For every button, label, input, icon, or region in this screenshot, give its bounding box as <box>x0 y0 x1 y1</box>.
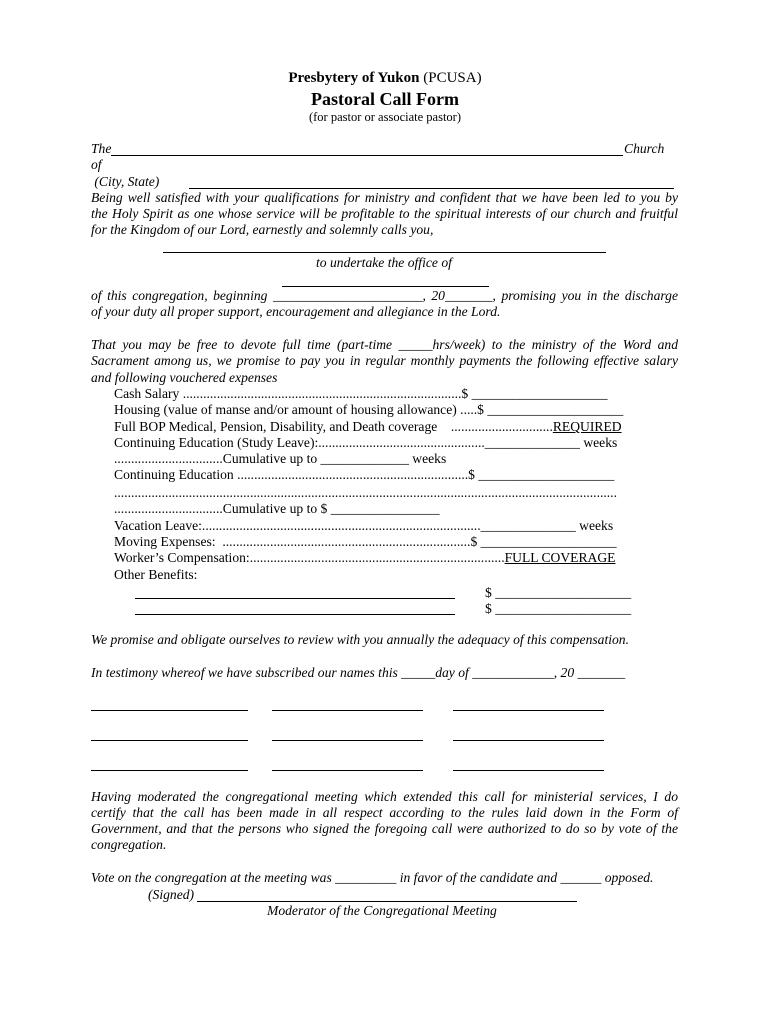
compensation-intro-line: Sacrament among us, we promise to pay you in regular monthly payments the following effective salary <box>91 353 678 368</box>
signature-line[interactable] <box>272 770 423 771</box>
bop-row <box>114 419 622 435</box>
city-state-label: (City, State) <box>91 174 160 189</box>
signature-line[interactable] <box>91 740 248 741</box>
office-line[interactable] <box>282 286 489 287</box>
bop-label: Full BOP Medical, Pension, Disability, and Death coverage .............................. <box>114 419 553 434</box>
beginning-line: of your duty all proper support, encouragement and allegiance in the Lord. <box>91 304 501 319</box>
signature-line[interactable] <box>453 740 604 741</box>
compensation-intro-line: That you may be free to devote full time (part-time _____hrs/week) to the ministry of the Word and <box>91 337 678 352</box>
other-benefit-amount[interactable]: $ ____________________ <box>485 585 632 600</box>
housing-row[interactable]: Housing (value of manse and/or amount of housing allowance) .....$ ____________________ <box>114 402 624 417</box>
bop-required-value: REQUIRED <box>552 419 622 434</box>
cash-salary-row[interactable]: Cash Salary ..................................................................................$ ____________________ <box>114 386 608 401</box>
moderator-signature-line[interactable] <box>197 901 577 902</box>
continuing-ed-leave-row[interactable]: Continuing Education (Study Leave):.................................................______________ weeks <box>114 435 618 450</box>
testimony-text: In testimony whereof we have subscribed our names this _____day of ____________, 20 _______ <box>91 665 626 680</box>
call-paragraph-line: Being well satisfied with your qualifications for ministry and confident that we have been led to you by <box>91 190 678 205</box>
presbytery-heading <box>0 70 770 87</box>
presbytery-name: Presbytery of Yukon <box>288 70 420 86</box>
presbytery-suffix: (PCUSA) <box>423 70 482 86</box>
the-label: The <box>91 141 112 156</box>
signature-line[interactable] <box>453 770 604 771</box>
church-name-line[interactable] <box>111 155 623 156</box>
cumulative-weeks-row[interactable]: ................................Cumulative up to _____________ weeks <box>114 451 447 466</box>
moderator-cert-line: certify that the call has been made in all respect according to the rules laid down in the Form of <box>91 805 678 820</box>
compensation-intro-line: and following vouchered expenses <box>91 370 278 385</box>
workers-comp-label: Worker’s Compensation:........................................................................... <box>114 550 505 565</box>
other-benefit-line[interactable] <box>135 598 455 599</box>
promise-text: We promise and obligate ourselves to review with you annually the adequacy of this compensation. <box>91 632 630 647</box>
other-benefits-label: Other Benefits: <box>114 567 198 582</box>
church-label: Church <box>624 141 665 156</box>
vacation-row[interactable]: Vacation Leave:..................................................................................______________ weeks <box>114 518 614 533</box>
workers-comp-row <box>114 550 615 566</box>
moving-expenses-row[interactable]: Moving Expenses: .........................................................................$ ____________________ <box>114 534 617 549</box>
moderator-cert-line: Having moderated the congregational meeting which extended this call for ministerial services, I do <box>91 789 678 804</box>
pastor-name-line[interactable] <box>163 252 606 253</box>
call-paragraph-line: for the Kingdom of our Lord, earnestly and solemnly calls you, <box>91 222 434 237</box>
cumulative-dollars-row[interactable]: ................................Cumulative up to $ ________________ <box>114 501 440 516</box>
signature-line[interactable] <box>453 710 604 711</box>
form-subtitle: (for pastor or associate pastor) <box>308 110 462 124</box>
signature-line[interactable] <box>272 710 423 711</box>
vote-text: Vote on the congregation at the meeting was _________ in favor of the candidate and ______ opposed. <box>91 870 654 885</box>
form-title: Pastoral Call Form <box>311 89 459 109</box>
workers-comp-value: FULL COVERAGE <box>504 550 616 565</box>
other-benefit-amount[interactable]: $ ____________________ <box>485 601 632 616</box>
signed-label: (Signed) <box>148 887 195 902</box>
signature-line[interactable] <box>91 770 248 771</box>
continuing-ed-row[interactable]: Continuing Education ....................................................................$ ____________________ <box>114 467 615 482</box>
signature-line[interactable] <box>91 710 248 711</box>
moderator-title: Moderator of the Congregational Meeting <box>267 903 497 918</box>
signature-line[interactable] <box>272 740 423 741</box>
beginning-line: of this congregation, beginning ______________________, 20_______, promising you in the discharge <box>91 288 678 303</box>
other-benefit-line[interactable] <box>135 614 455 615</box>
moderator-cert-line: congregation. <box>91 837 167 852</box>
moderator-cert-line: Government, and that the persons who signed the foregoing call were authorized to do so by vote of the <box>91 821 678 836</box>
office-label: to undertake the office of <box>316 255 452 270</box>
dotted-line: .................................................................................................................................................... <box>114 485 617 500</box>
call-paragraph-line: the Holy Spirit as one whose service will be profitable to the spiritual interests of our church and fruitful <box>91 206 678 221</box>
city-state-line[interactable] <box>189 188 674 189</box>
of-label: of <box>91 157 102 172</box>
